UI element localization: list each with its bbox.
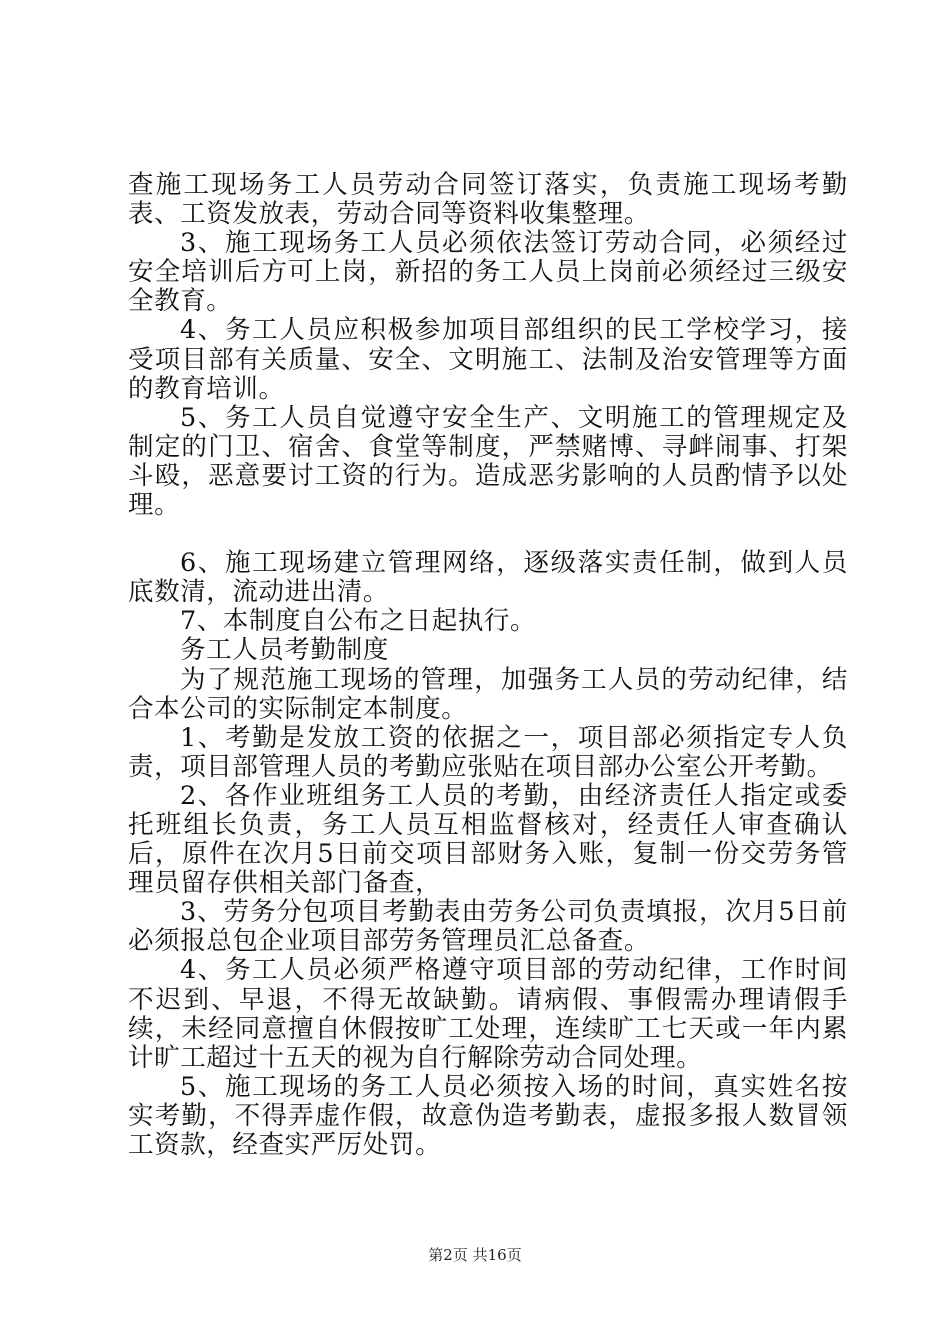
paragraph-item-6: 6、施工现场建立管理网络，逐级落实责任制，做到人员底数清，流动进出清。 (128, 548, 848, 608)
section-item-1: 1、考勤是发放工资的依据之一，项目部必须指定专人负责，项目部管理人员的考勤应张贴在项目部办公室公开考勤。 (128, 722, 848, 782)
paragraph-item-3: 3、施工现场务工人员必须依法签订劳动合同，必须经过安全培训后方可上岗，新招的务工人员上岗前必须经过三级安全教育。 (128, 228, 848, 317)
section-title: 务工人员考勤制度 (180, 635, 389, 666)
section-item-2: 2、各作业班组务工人员的考勤，由经济责任人指定或委托班组长负责，务工人员互相监督核对，经责任人审查确认后，原件在次月5日前交项目部财务入账，复制一份交劳务管理员留存供相关部门备查， (128, 780, 848, 899)
section-item-4: 4、务工人员必须严格遵守项目部的劳动纪律，工作时间不迟到、早退，不得无故缺勤。请病假、事假需办理请假手续，未经同意擅自休假按旷工处理，连续旷工七天或一年内累计旷工超过十五天的视为自行解除劳动合同处理。 (128, 955, 848, 1073)
section-item-3: 3、劳务分包项目考勤表由劳务公司负责填报，次月5日前必须报总包企业项目部劳务管理员汇总备查。 (128, 897, 848, 957)
document-body (128, 171, 848, 1160)
paragraph-continuation: 查施工现场务工人员劳动合同签订落实，负责施工现场考勤表、工资发放表，劳动合同等资料收集整理。 (128, 170, 848, 230)
page-footer: 第2页 共16页 (428, 1246, 522, 1264)
paragraph-item-5: 5、务工人员自觉遵守安全生产、文明施工的管理规定及制定的门卫、宿舍、食堂等制度，严禁赌博、寻衅闹事、打架斗殴，恶意要讨工资的行为。造成恶劣影响的人员酌情予以处理。 (128, 402, 848, 521)
paragraph-item-4: 4、务工人员应积极参加项目部组织的民工学校学习，接受项目部有关质量、安全、文明施工、法制及治安管理等方面的教育培训。 (128, 315, 848, 404)
paragraph-item-7: 7、本制度自公布之日起执行。 (180, 606, 537, 637)
section-item-5: 5、施工现场的务工人员必须按入场的时间，真实姓名按实考勤，不得弄虚作假，故意伪造考勤表，虚报多报人数冒领工资款，经查实严厉处罚。 (128, 1071, 848, 1160)
section-intro: 为了规范施工现场的管理，加强务工人员的劳动纪律，结合本公司的实际制定本制度。 (128, 664, 848, 724)
